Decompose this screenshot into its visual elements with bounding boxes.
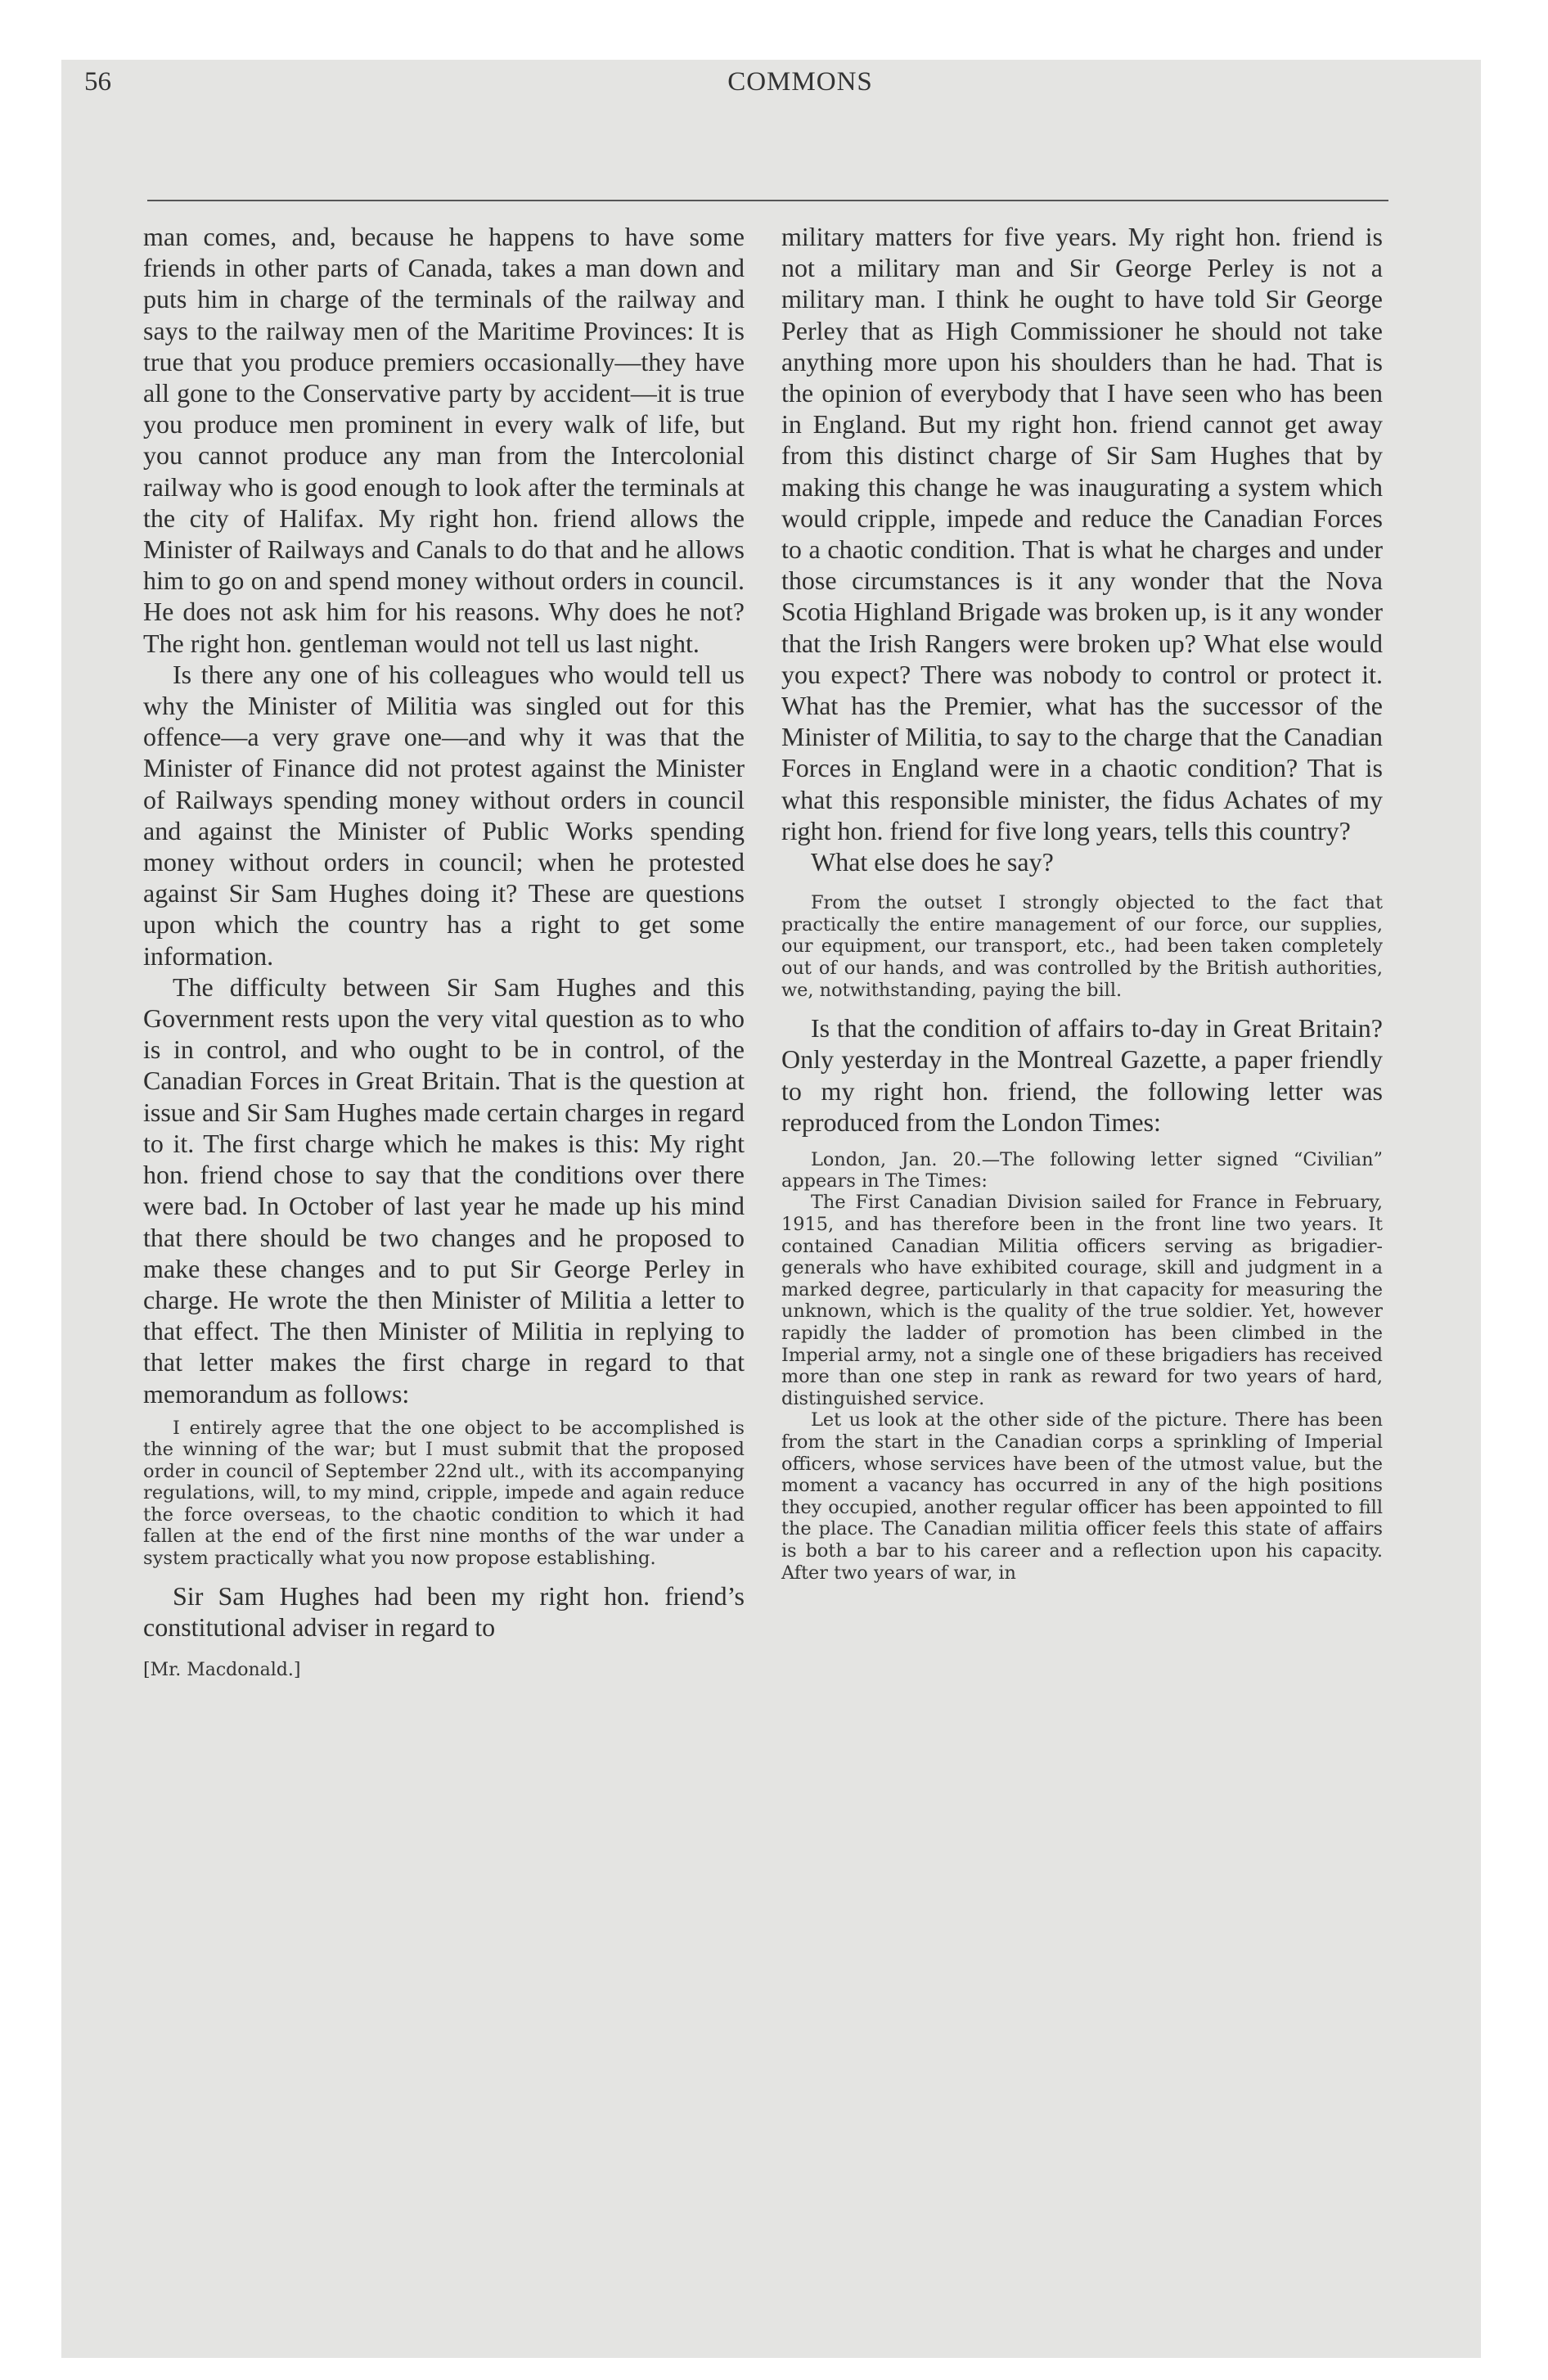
block-quote: Let us look at the other side of the picture. There has been from the start in the Canadian corps a sprinkling of Imperial officers, whose services have been of the utmost value, but the moment a vacancy has occurred in any of the high positions they occupied, another regular officer has been appointed to fill the place. The Canadian militia officer feels this state of affairs is both a bar to his career and a reflection upon his capacity. After two years of war, in <box>781 1409 1383 1584</box>
paragraph: The difficulty between Sir Sam Hughes and this Government rests upon the very vital question as to who is in control, and who ought to be in control, of the Canadian Forces in Great Britain. That is the question at issue and Sir Sam Hughes made certain charges in regard to it. The first charge which he makes is this: My right hon. friend chose to say that the conditions over there were bad. In October of last year he made up his mind that there should be two changes and he proposed to make these changes and to put Sir George Perley in charge. He wrote the then Minister of Militia a letter to that effect. The then Minister of Militia in replying to that letter makes the first charge in regard to that memorandum as follows: <box>143 971 745 1409</box>
paragraph: Is that the condition of affairs to-day in Great Britain? Only yesterday in the Montreal Gazette, a paper friendly to my right hon. friend, the following letter was reproduced from the London Times: <box>781 1013 1383 1137</box>
block-quote: From the outset I strongly objected to the fact that practically the entire management of our force, our supplies, our equipment, our transport, etc., had been taken completely out of our hands, and was controlled by the British authorities, we, notwithstanding, paying the bill. <box>781 892 1383 1001</box>
paragraph: man comes, and, because he happens to have some friends in other parts of Canada, takes a man down and puts him in charge of the terminals of the railway and says to the railway men of the Maritime Provinces: It is true that you produce premiers occasionally—they have all gone to the Conservative party by accident—it is true you produce men prominent in every walk of life, but you cannot produce any man from the Intercolonial railway who is good enough to look after the terminals at the city of Halifax. My right hon. friend allows the Minister of Railways and Canals to do that and he allows him to go on and spend money without orders in council. He does not ask him for his reasons. Why does he not? The right hon. gentleman would not tell us last night. <box>143 222 745 658</box>
paragraph: military matters for five years. My right hon. friend is not a military man and Sir George Perley is not a military man. I think he ought to have told Sir George Perley that as High Commissioner he should not take anything more upon his shoulders than he had. That is the opinion of everybody that I have seen who has been in England. But my right hon. friend cannot get away from this distinct charge of Sir Sam Hughes that by making this change he was inaugurating a system which would cripple, impede and reduce the Canadian Forces to a chaotic condition. That is what he charges and under those circumstances is it any wonder that the Nova Scotia Highland Brigade was broken up, is it any wonder that the Irish Rangers were broken up? What else would you expect? There was nobody to control or protect it. What has the Premier, what has the successor of the Minister of Militia, to say to the charge that the Canadian Forces in England were in a chaotic condition? That is what this responsible minister, the fidus Achates of my right hon. friend for five long years, tells this country? <box>781 222 1383 845</box>
paragraph: Is there any one of his colleagues who would tell us why the Minister of Militia was singled out for this offence—a very grave one—and why it was that the Minister of Finance did not protest against the Minister of Railways spending money without orders in council and against the Minister of Public Works spending money without orders in council; when he protested against Sir Sam Hughes doing it? These are questions upon which the country has a right to get some information. <box>143 659 745 971</box>
paragraph: Sir Sam Hughes had been my right hon. friend’s constitutional adviser in regard to <box>143 1581 745 1643</box>
running-head: COMMONS <box>727 67 873 97</box>
page-header <box>84 67 1393 108</box>
page-number: 56 <box>84 67 111 97</box>
block-quote: The First Canadian Division sailed for France in February, 1915, and has therefore been in the front line two years. It contained Canadian Militia officers serving as brigadier-generals who have exhibited courage, skill and judgment in a marked degree, particularly in that capacity for measuring the unknown, which is the quality of the true soldier. Yet, however rapidly the ladder of promotion has been climbed in the Imperial army, not a single one of these brigadiers has received more than one step in rank as reward for two years of hard, distinguished service. <box>781 1192 1383 1409</box>
left-column <box>143 221 745 1680</box>
block-quote: I entirely agree that the one object to be accomplished is the winning of the war; but I must submit that the proposed order in council of September 22nd ult., with its accompanying regulations, will, to my mind, cripple, impede and again reduce the force overseas, to the chaotic condition to which it had fallen at the end of the first nine months of the war under a system practically what you now propose establishing. <box>143 1417 745 1569</box>
speaker-attribution: [Mr. Macdonald.] <box>143 1659 301 1680</box>
block-quote: London, Jan. 20.—The following letter signed “Civilian” appears in The Times: <box>781 1149 1383 1192</box>
paragraph: What else does he say? <box>811 847 1054 877</box>
header-rule <box>147 200 1388 201</box>
right-column <box>781 221 1383 1584</box>
